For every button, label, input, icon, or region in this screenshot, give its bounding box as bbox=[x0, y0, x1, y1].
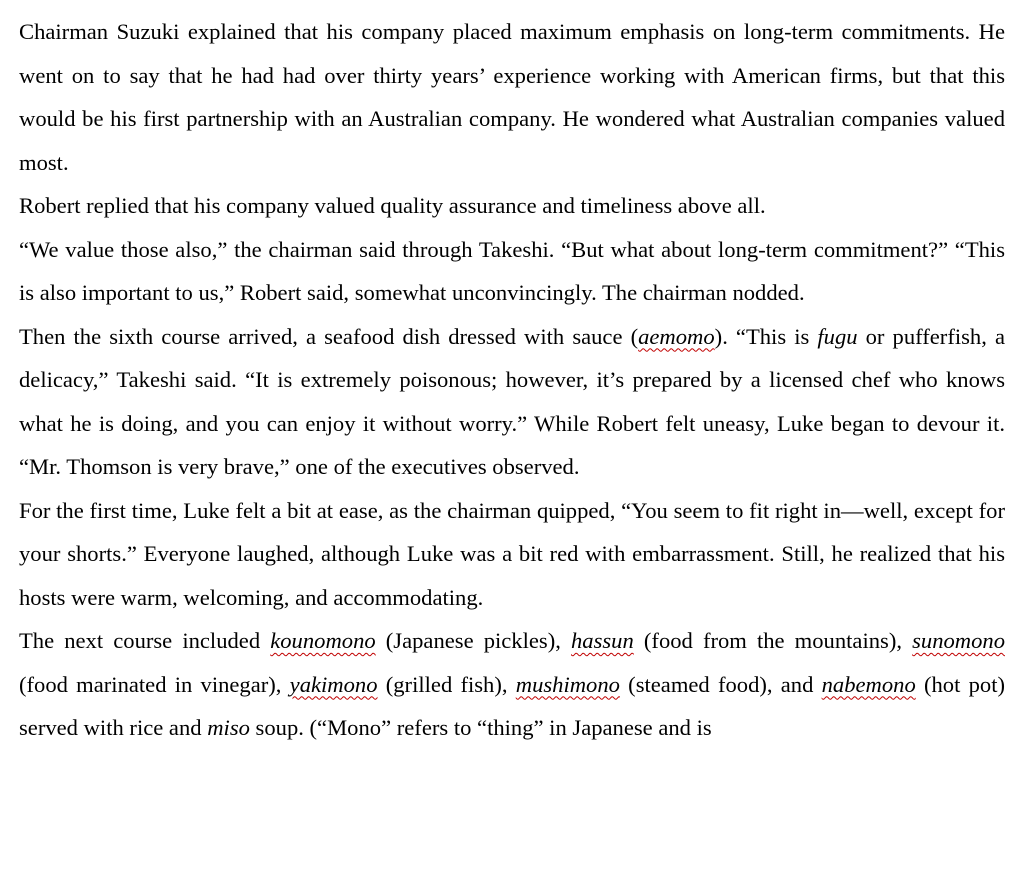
text-run: (food from the mountains), bbox=[633, 628, 913, 653]
spellcheck-word-hassun: hassun bbox=[571, 628, 634, 653]
paragraph-2: Robert replied that his company valued quality assurance and timeliness above all. bbox=[19, 193, 766, 218]
paragraph-4 bbox=[19, 315, 1005, 489]
spellcheck-word-nabemono: nabemono bbox=[821, 671, 916, 697]
paragraph-3: “We value those also,” the chairman said through Takeshi. “But what about long-term commitment?” “This is also important to us,” Robert said, somewhat unconvincingly. The chairman nodded. bbox=[19, 236, 1005, 305]
paragraph-6 bbox=[19, 619, 1005, 750]
text-run: (grilled fish), bbox=[377, 671, 516, 697]
text-run: (hot pot) served with rice and bbox=[19, 671, 1006, 740]
spellcheck-word-kounomono: kounomono bbox=[270, 628, 376, 653]
spellcheck-word-aemomo: aemomo bbox=[638, 323, 715, 349]
text-run: (steamed food), and bbox=[619, 671, 822, 697]
text-run: soup. (“Mono” refers to “thing” in Japanese and is bbox=[249, 715, 712, 740]
text-run: (food marinated in vinegar), bbox=[19, 671, 290, 697]
text-run: ). “This is bbox=[714, 323, 818, 349]
spellcheck-word-yakimono: yakimono bbox=[289, 671, 378, 697]
italic-word-miso: miso bbox=[207, 715, 250, 740]
text-run: (Japanese pickles), bbox=[375, 628, 571, 653]
text-run: or pufferfish, a delicacy,” Takeshi said. “It is extremely poisonous; however, it’s prepared by a licensed chef who knows what he is doing, and you can enjoy it without worry.” While Robert felt uneasy, Luke began to devour it. “Mr. Thomson is very brave,” one of the executives observed. bbox=[19, 323, 1005, 479]
document-page bbox=[19, 10, 1005, 750]
paragraph-5: For the first time, Luke felt a bit at ease, as the chairman quipped, “You seem to fit right in—well, except for your shorts.” Everyone laughed, although Luke was a bit red with embarrassment. Still, he realized that his hosts were warm, welcoming, and accommodating. bbox=[19, 497, 1005, 610]
spellcheck-word-mushimono: mushimono bbox=[515, 671, 620, 697]
spellcheck-word-sunomono: sunomono bbox=[912, 628, 1005, 653]
text-run: The next course included bbox=[19, 628, 271, 653]
paragraph-1: Chairman Suzuki explained that his company placed maximum emphasis on long-term commitments. He went on to say that he had had over thirty years’ experience working with American firms, but that this would be his first partnership with an Australian company. He wondered what Australian companies valued most. bbox=[19, 19, 1005, 175]
text-run: Then the sixth course arrived, a seafood dish dressed with sauce ( bbox=[19, 323, 639, 349]
italic-word-fugu: fugu bbox=[817, 323, 858, 349]
